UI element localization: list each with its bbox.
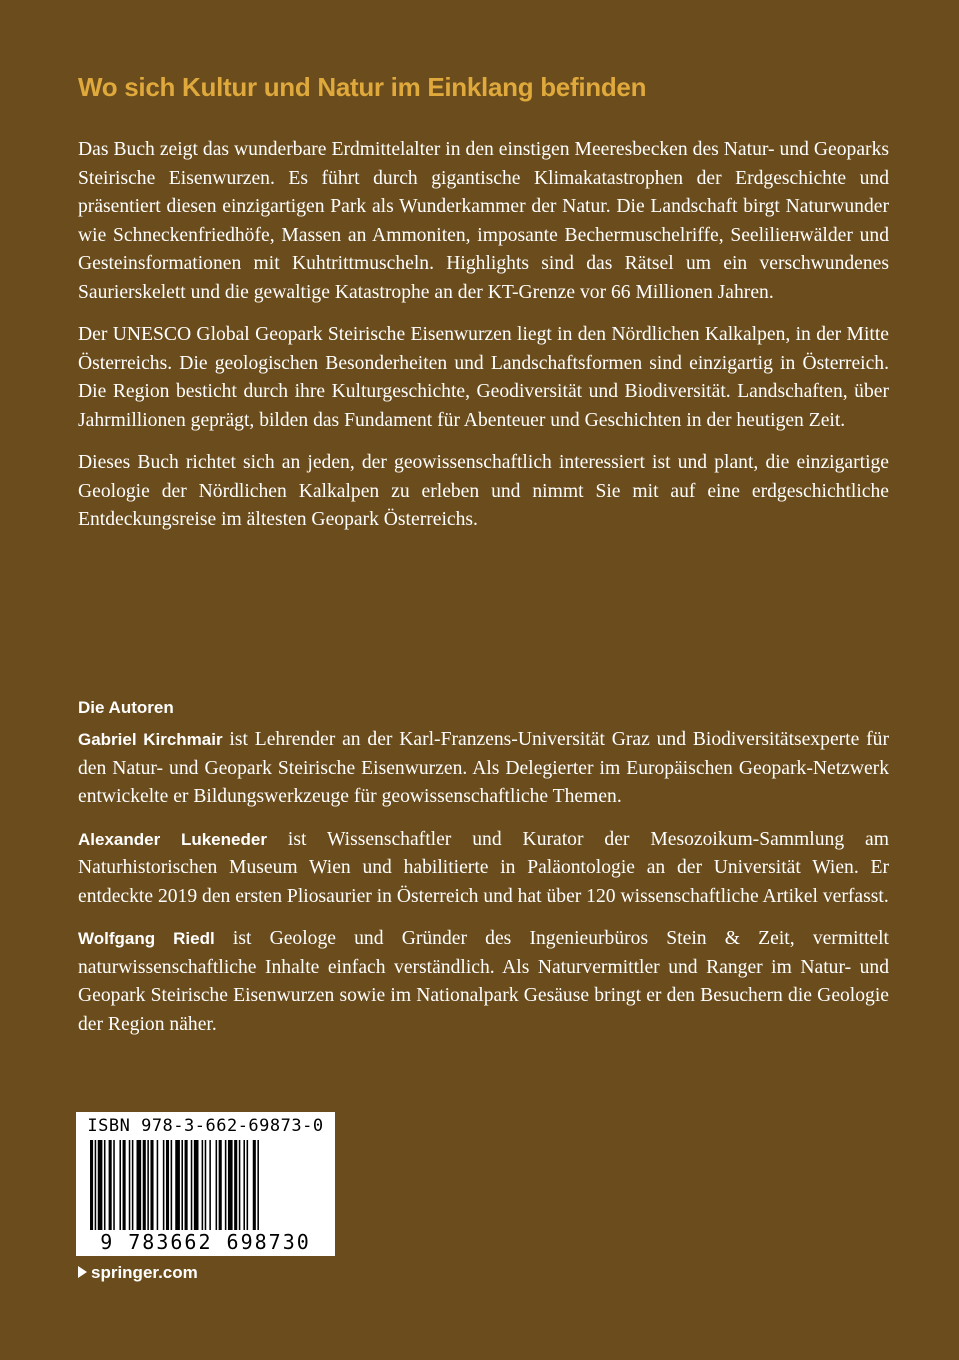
- title: Wo sich Kultur und Natur im Einklang befinden: [78, 72, 647, 102]
- arrow-right-icon: [78, 1266, 87, 1278]
- author-name: Gabriel Kirchmair: [78, 730, 223, 749]
- ean-number: 9 783662 698730: [76, 1230, 335, 1254]
- author-text: ist Wissenschaftler und Kurator der Mesozoikum-Sammlung am Naturhistorischen Museum Wien und habilitierte in Paläontologie an der Universität Wien. Er entdeckte 2019 den ersten Pliosaurier in Österreich und hat über 120 wissenschaftliche Artikel verfasst.: [78, 828, 889, 907]
- author-text: ist Geologe und Gründer des Ingenieurbüros Stein & Zeit, vermittelt naturwissenschaftliche Inhalte einfach verständlich. Als Naturvermittler und Ranger im Natur- und Geopark Steirische Eisenwurzen sowie im Nationalpark Gesäuse bringt er den Besuchern die Geologie der Region näher.: [78, 928, 889, 1035]
- description: [78, 136, 889, 549]
- author-name: Alexander Lukeneder: [78, 829, 267, 849]
- barcode-bars: [90, 1140, 321, 1238]
- author-text: ist Lehrender an der Karl-Franzens-Universität Graz und Biodiversitätsexperte für den Natur- und Geopark Steirische Eisenwurzen. Als Delegierter im Europäischen Geopark-Netzwerk entwickelte er Bildungswerkzeuge für geowissenschaftliche Themen.: [78, 729, 889, 807]
- isbn-text: ISBN 978-3-662-69873-0: [87, 1116, 324, 1136]
- authors-section: [78, 726, 889, 1053]
- author-bio: [78, 726, 889, 812]
- paragraph-1: Das Buch zeigt das wunderbare Erdmittelalter in den einstigen Meeresbecken des Natur- und Geoparks Steirische Eisenwurzen. Es führt durch gigantische Klimakatastrophen der Erdgeschichte und präsentiert diesen einzigartigen Park als Wunderkammer der Natur. Die Landschaft birgt Naturwunder wie Schneckenfriedhöfe, Massen an Ammoniten, imposante Bechermuschelriffe, Seeliliенwälder und Gesteinsformationen mit Kuhtrittmuscheln. Highlights sind das Rätsel um ein verschwundenes Saurierskelett und die gewaltige Katastrophe an der KT-Grenze vor 66 Millionen Jahren.: [78, 139, 889, 303]
- author-name: Wolfgang Riedl: [78, 929, 215, 948]
- paragraph-3: Dieses Buch richtet sich an jeden, der geowissenschaftlich interessiert ist und plant, die einzigartige Geologie der Nördlichen Kalkalpen zu erleben und nimmt Sie mit auf eine erdgeschichtliche Entdeckungsreise im ältesten Geopark Österreichs.: [78, 452, 889, 530]
- authors-heading: Die Autoren: [78, 698, 174, 717]
- publisher-link[interactable]: [78, 1263, 198, 1283]
- paragraph-2: Der UNESCO Global Geopark Steirische Eisenwurzen liegt in den Nördlichen Kalkalpen, in der Mitte Österreichs. Die geologischen Besonderheiten und Landschaftsformen sind einzigartig in Österreich. Die Region besticht durch ihre Kulturgeschichte, Geodiversität und Biodiversität. Landschaften, über Jahrmillionen geprägt, bilden das Fundament für Abenteuer und Geschichten in der heutigen Zeit.: [78, 324, 889, 431]
- isbn-barcode: [76, 1112, 335, 1256]
- author-bio: [78, 826, 889, 912]
- publisher-link-label: springer.com: [91, 1263, 198, 1282]
- author-bio: [78, 925, 889, 1039]
